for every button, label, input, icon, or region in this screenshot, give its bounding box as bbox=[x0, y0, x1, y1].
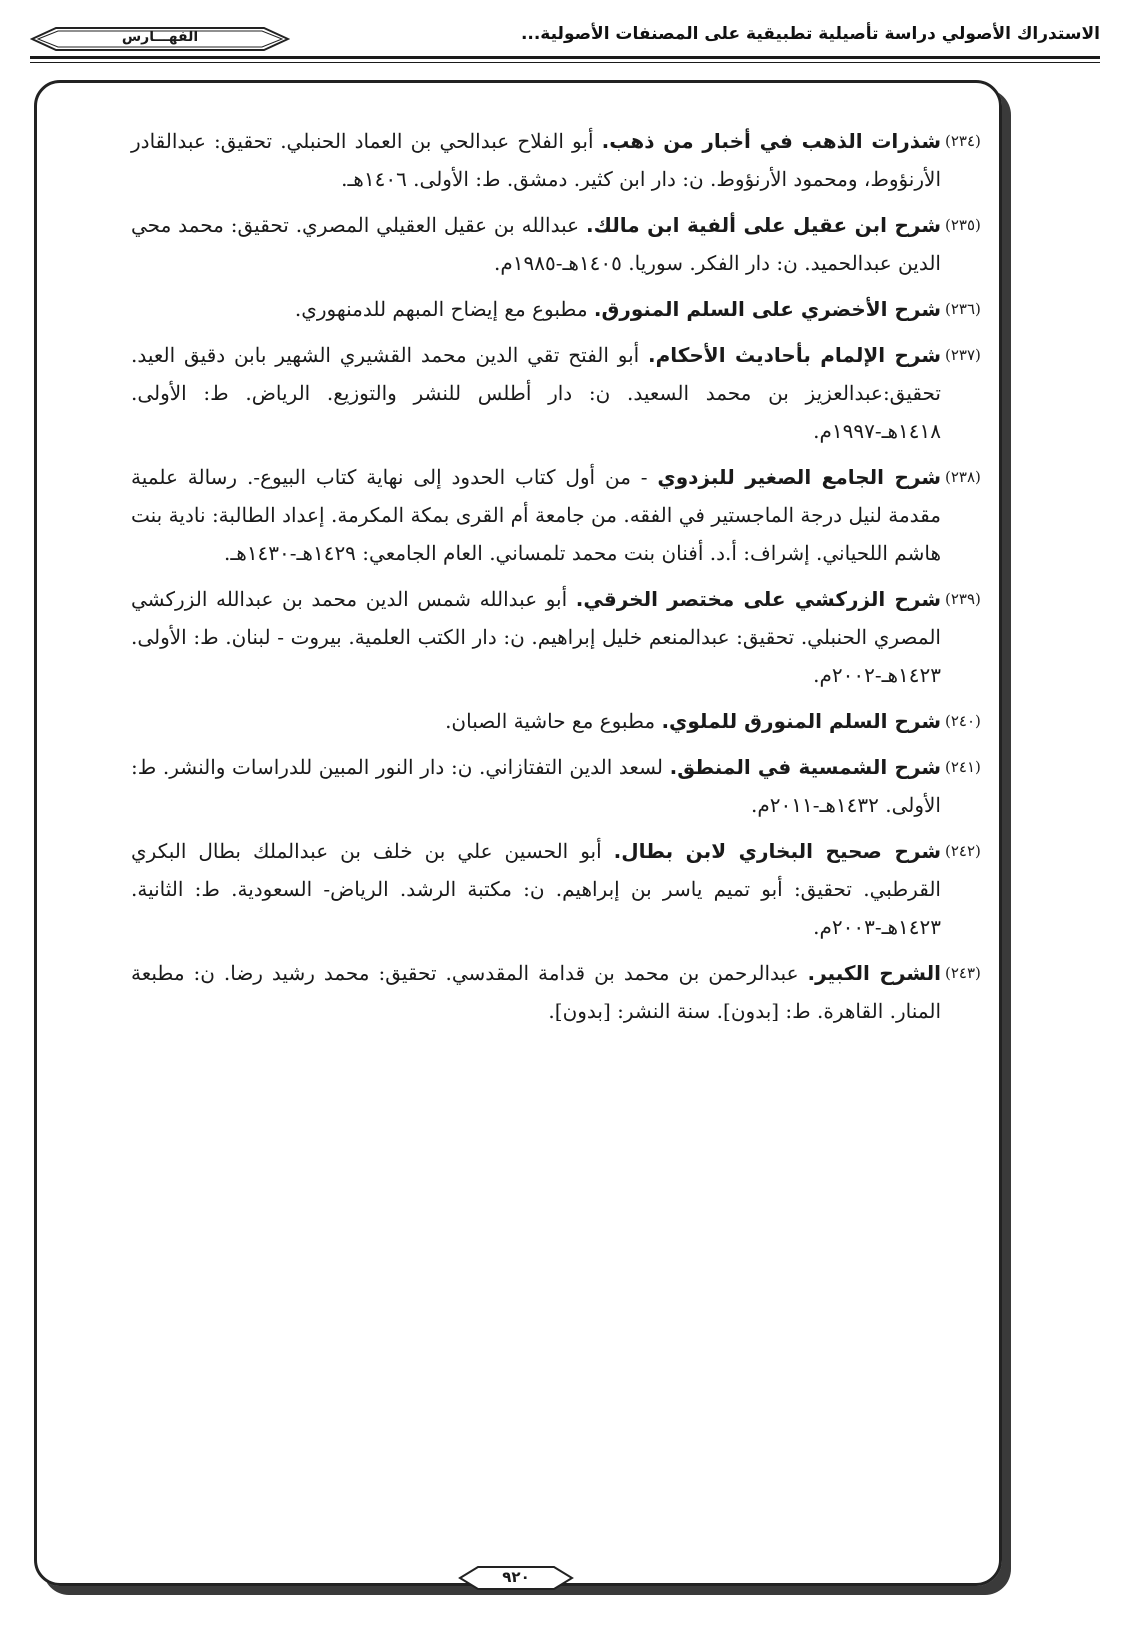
entry-title: شرح ابن عقيل على ألفية ابن مالك. bbox=[585, 213, 941, 237]
section-tag bbox=[30, 26, 290, 52]
entry-details: لسعد الدين التفتازاني. ن: دار النور المبين للدراسات والنشر. ط: الأولى. ١٤٣٢هـ-٢٠١١م. bbox=[131, 755, 941, 817]
entry-number: (٢٤٠) bbox=[945, 712, 981, 730]
entry-number: (٢٣٥) bbox=[945, 216, 981, 234]
bibliography-entry bbox=[131, 702, 981, 740]
entry-details: أبو الفتح تقي الدين محمد القشيري الشهير بابن دقيق العيد. تحقيق:عبدالعزيز بن محمد السعيد. ن: دار أطلس للنشر والتوزيع. الرياض. ط: الأولى. ١٤١٨هـ-١٩٩٧م. bbox=[131, 343, 941, 443]
bibliography-entry bbox=[131, 458, 981, 572]
entry-number: (٢٣٧) bbox=[945, 346, 981, 364]
entry-title: شرح الإلمام بأحاديث الأحكام. bbox=[648, 343, 941, 367]
entry-title: شرح الأخضري على السلم المنورق. bbox=[593, 297, 941, 321]
bibliography-entry bbox=[131, 122, 981, 198]
entry-number: (٢٣٩) bbox=[945, 590, 981, 608]
bibliography-entry bbox=[131, 832, 981, 946]
entry-title: شرح الجامع الصغير للبزدوي bbox=[657, 465, 941, 489]
entry-details: مطبوع مع حاشية الصبان. bbox=[445, 709, 662, 733]
entry-details: أبو الحسين علي بن خلف بن عبدالملك بطال البكري القرطبي. تحقيق: أبو تميم ياسر بن إبراهيم. ن: مكتبة الرشد. الرياض- السعودية. ط: الثانية. ١٤٢٣هـ-٢٠٠٣م. bbox=[131, 839, 941, 939]
entry-details: أبو الفلاح عبدالحي بن العماد الحنبلي. تحقيق: عبدالقادر الأرنؤوط، ومحمود الأرنؤوط. ن: دار ابن كثير. دمشق. ط: الأولى. ١٤٠٦هـ. bbox=[131, 129, 941, 191]
page-header bbox=[30, 18, 1100, 70]
entry-title: شرح الشمسية في المنطق. bbox=[669, 755, 941, 779]
entry-number: (٢٤٣) bbox=[945, 964, 981, 982]
entry-details: مطبوع مع إيضاح المبهم للدمنهوري. bbox=[294, 297, 594, 321]
section-label: الفهـــارس bbox=[121, 29, 199, 45]
header-rule bbox=[30, 56, 1100, 66]
book-title: الاستدراك الأصولي دراسة تأصيلية تطبيقية على المصنفات الأصولية... bbox=[520, 24, 1100, 44]
bibliography-entry bbox=[131, 336, 981, 450]
page-number-badge bbox=[458, 1564, 574, 1592]
entry-title: شرح السلم المنورق للملوي. bbox=[661, 709, 941, 733]
page-number: ٩٢٠ bbox=[502, 1568, 530, 1586]
entry-details: عبدالرحمن بن محمد بن قدامة المقدسي. تحقيق: محمد رشيد رضا. ن: مطبعة المنار. القاهرة. ط: [بدون]. سنة النشر: [بدون]. bbox=[131, 961, 941, 1023]
bibliography-entry bbox=[131, 290, 981, 328]
entry-title: شرح صحيح البخاري لابن بطال. bbox=[613, 839, 941, 863]
entry-number: (٢٣٨) bbox=[945, 468, 981, 486]
bibliography-entry bbox=[131, 206, 981, 282]
entry-title: شرح الزركشي على مختصر الخرقي. bbox=[575, 587, 941, 611]
entry-number: (٢٤٢) bbox=[945, 842, 981, 860]
bibliography-list bbox=[131, 122, 981, 1038]
entry-details: عبدالله بن عقيل العقيلي المصري. تحقيق: محمد محي الدين عبدالحميد. ن: دار الفكر. سوريا. ١٤٠٥هـ-١٩٨٥م. bbox=[131, 213, 941, 275]
bibliography-entry bbox=[131, 954, 981, 1030]
entry-title: شذرات الذهب في أخبار من ذهب. bbox=[601, 129, 942, 153]
entry-details: أبو عبدالله شمس الدين محمد بن عبدالله الزركشي المصري الحنبلي. تحقيق: عبدالمنعم خليل إبراهيم. ن: دار الكتب العلمية. بيروت - لبنان. ط: الأولى. ١٤٢٣هـ-٢٠٠٢م. bbox=[131, 587, 941, 687]
entry-number: (٢٤١) bbox=[945, 758, 981, 776]
bibliography-entry bbox=[131, 748, 981, 824]
entry-title: الشرح الكبير. bbox=[807, 961, 942, 985]
bibliography-entry bbox=[131, 580, 981, 694]
entry-details: - من أول كتاب الحدود إلى نهاية كتاب البيوع-. رسالة علمية مقدمة لنيل درجة الماجستير في الفقه. من جامعة أم القرى بمكة المكرمة. إعداد الطالبة: نادية بنت هاشم اللحياني. إشراف: أ.د. أفنان بنت محمد تلمساني. العام الجامعي: ١٤٢٩هـ-١٤٣٠هـ. bbox=[131, 465, 941, 565]
entry-number: (٢٣٤) bbox=[945, 132, 981, 150]
entry-number: (٢٣٦) bbox=[945, 300, 981, 318]
